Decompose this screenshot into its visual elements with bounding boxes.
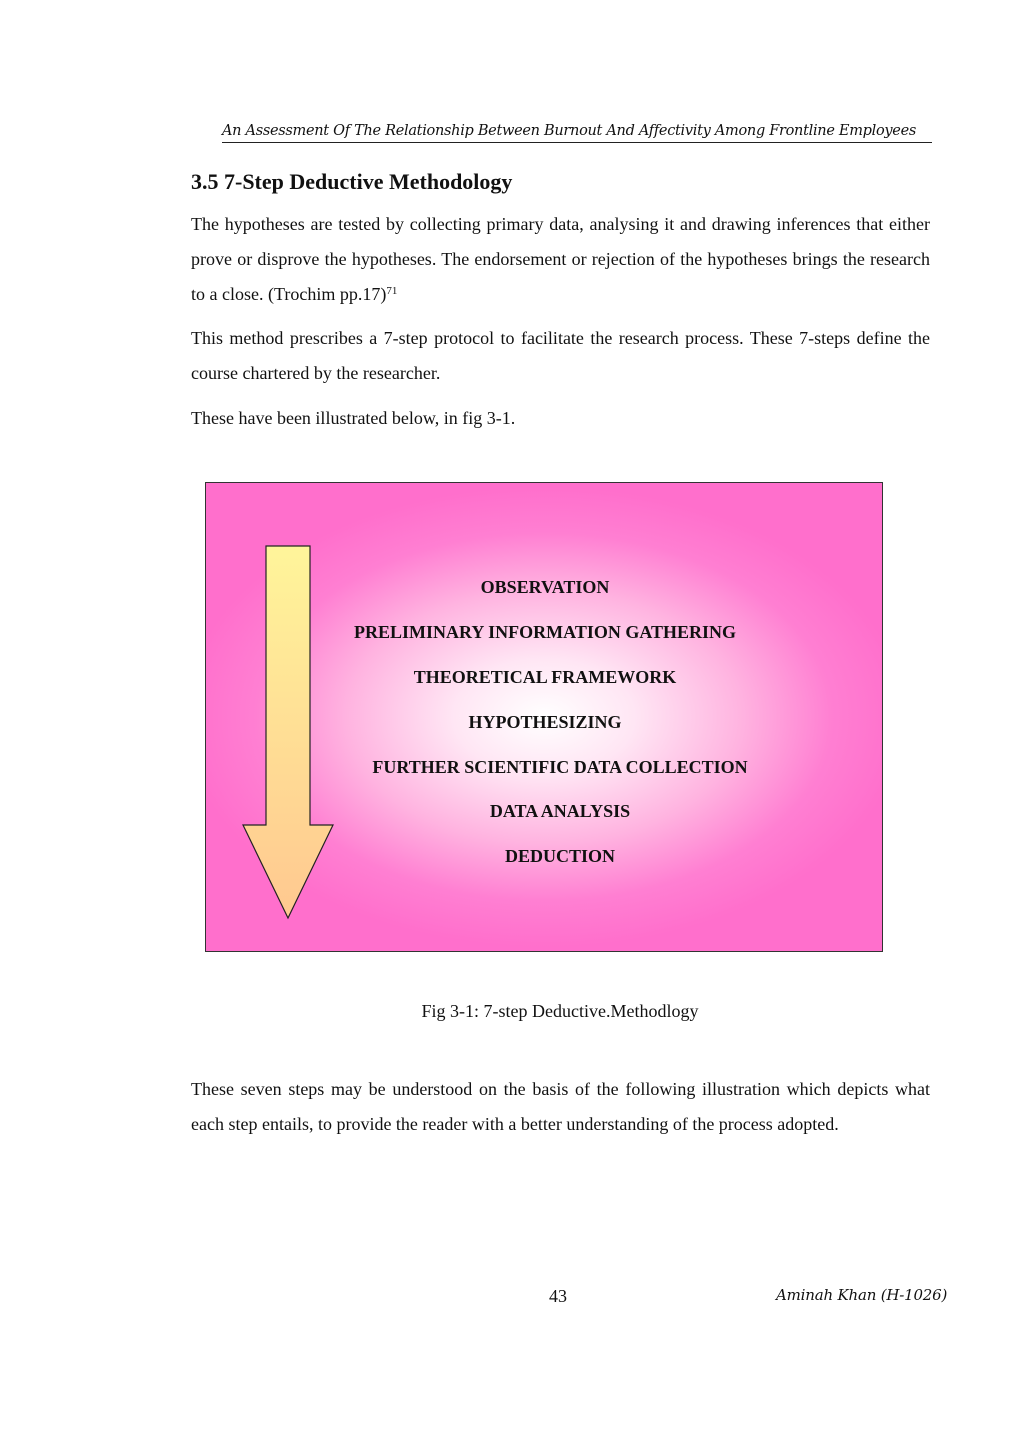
- step-observation: OBSERVATION: [480, 577, 610, 597]
- paragraph-hypotheses-text: The hypotheses are tested by collecting primary data, analysing it and drawing inferences that either prove or disprove the hypotheses. The endorsement or rejection of the hypotheses brings the research to a close. (Trochim pp.17): [191, 214, 930, 304]
- step-further-scientific-data-collection: FURTHER SCIENTIFIC DATA COLLECTION: [372, 757, 748, 777]
- running-header: An Assessment Of The Relationship Between Burnout And Affectivity Among Frontline Employees: [222, 121, 932, 143]
- step-deduction: DEDUCTION: [504, 846, 616, 866]
- step-preliminary-information-gathering: PRELIMINARY INFORMATION GATHERING: [353, 622, 737, 642]
- paragraph-hypotheses: [191, 207, 930, 312]
- author-footer: Aminah Khan (H-1026): [776, 1286, 948, 1304]
- arrow-shape: [243, 546, 333, 918]
- step-theoretical-framework: THEORETICAL FRAMEWORK: [413, 667, 677, 687]
- step-hypothesizing: HYPOTHESIZING: [468, 712, 622, 732]
- step-data-analysis: DATA ANALYSIS: [489, 801, 631, 821]
- paragraph-protocol: This method prescribes a 7-step protocol to facilitate the research process. These 7-steps define the course chartered by the researcher.: [191, 328, 930, 383]
- page-number: 43: [549, 1286, 567, 1306]
- paragraph-illustration-intro: These have been illustrated below, in fig 3-1.: [191, 408, 516, 428]
- figure-caption: Fig 3-1: 7-step Deductive.Methodlogy: [421, 1001, 699, 1021]
- paragraph-seven-steps: These seven steps may be understood on the basis of the following illustration which depicts what each step entails, to provide the reader with a better understanding of the process adopted.: [191, 1079, 930, 1134]
- footnote-reference[interactable]: 71: [386, 285, 398, 297]
- section-heading: 3.5 7-Step Deductive Methodology: [191, 169, 513, 194]
- down-arrow-icon: [240, 545, 336, 923]
